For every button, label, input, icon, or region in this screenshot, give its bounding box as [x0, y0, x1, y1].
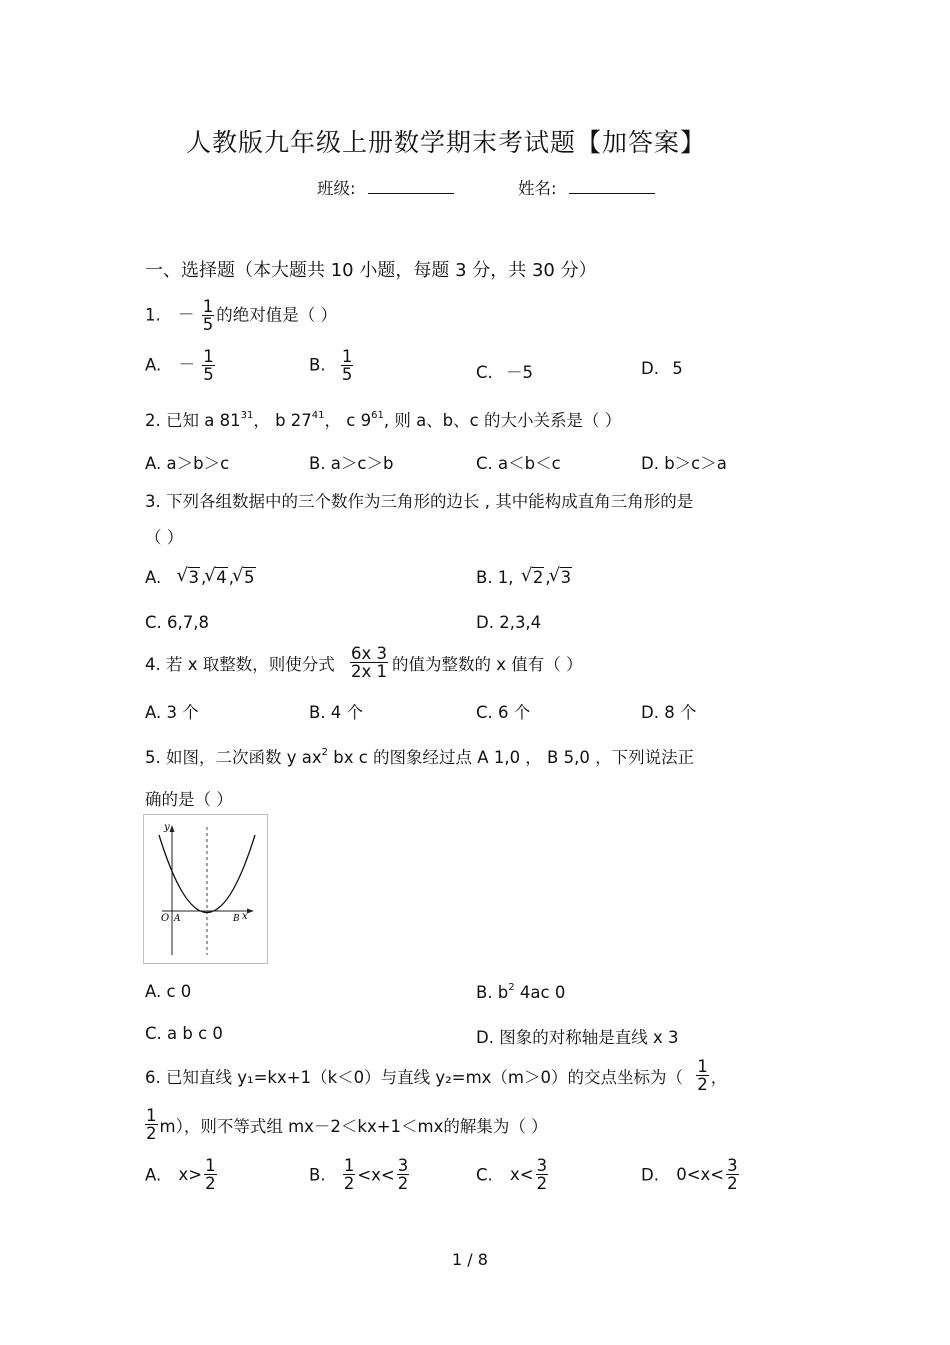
q6-option-d: D. 0<x< $\frac{3}{2}$ [641, 1156, 738, 1194]
q1-fraction: $\frac{1}{5}$ [202, 297, 214, 335]
q1-neg: － [178, 305, 195, 325]
question-3: 3. 下列各组数据中的三个数作为三角形的边长 , 其中能构成直角三角形的是 [145, 492, 694, 511]
section-heading: 一、选择题（本大题共 10 小题，每题 3 分，共 30 分） [145, 260, 597, 281]
fig-x-label: x [242, 911, 248, 922]
fig-y-label: y [164, 822, 170, 833]
class-label: 班级: [317, 179, 356, 198]
q4-option-b: B. 4 个 [309, 703, 364, 722]
q6-option-a: A. x> $\frac{1}{2}$ [145, 1156, 216, 1194]
class-field [317, 175, 454, 199]
q2-option-b: B. a＞c＞b [309, 454, 394, 473]
x-axis-arrow [247, 909, 254, 914]
q5-option-d: D. 图象的对称轴是直线 x 3 [476, 1028, 679, 1047]
q6-option-b: B. $\frac{1}{2}$ <x< $\frac{3}{2}$ [309, 1156, 409, 1194]
q4-option-d: D. 8 个 [641, 703, 697, 722]
q3-option-d: D. 2,3,4 [476, 613, 542, 632]
question-2: 2. 已知 a $81^{31}$， b $27^{41}$， c $9^{61}$, 则 a、b、c 的大小关系是（ ） [145, 410, 622, 430]
q4-option-a: A. 3 个 [145, 703, 199, 722]
name-blank [569, 178, 655, 194]
fig-point-b-label: B [233, 914, 240, 924]
q1-option-b: B. $\frac{1}{5}$ [309, 347, 353, 385]
q3-option-a: A. √ 3 ,√ 4 ,√ 5 [145, 568, 257, 587]
question-5: 5. 如图，二次函数 y $ax^2$ bx c 的图象经过点 A 1,0 ， B 5,0 ，下列说法正 [145, 747, 695, 767]
question-4: 4. 若 x 取整数，则使分式 $\frac{6x 3}{2x 1}$ 的值为整数的 x 值有（ ） [145, 644, 583, 682]
q3-paren: （ ） [145, 528, 184, 547]
parabola-graph [144, 815, 267, 963]
q1-text: 的绝对值是（ ） [216, 305, 337, 325]
y-axis-arrow [170, 825, 175, 832]
q2-option-a: A. a＞b＞c [145, 454, 230, 473]
page-number: 1 / 8 [452, 1250, 488, 1269]
name-field [518, 175, 655, 199]
class-blank [368, 178, 454, 194]
q5-option-a: A. c 0 [145, 982, 192, 1001]
fig-origin-label: O [161, 913, 170, 924]
q5-option-b: B. $b^2$ 4ac 0 [476, 982, 566, 1002]
parabola-figure [143, 814, 268, 964]
q5-option-c: C. a b c 0 [145, 1024, 223, 1043]
q3-option-b: B. 1, √ 2 ,√ 3 [476, 568, 573, 587]
q6-option-c: C. x< $\frac{3}{2}$ [476, 1156, 548, 1194]
q6-stem-line2: $\frac{1}{2}$ m），则不等式组 mx－2＜kx+1＜mx的解集为（ ） [146, 1106, 548, 1144]
q2-option-c: C. a＜b＜c [476, 454, 561, 473]
question-1 [145, 298, 337, 334]
q3-option-c: C. 6,7,8 [145, 613, 209, 632]
document-title: 人教版九年级上册数学期末考试题【加答案】 [186, 128, 707, 157]
q2-option-d: D. b＞c＞a [641, 454, 727, 473]
name-label: 姓名: [518, 179, 557, 198]
q1-option-a: A. － $\frac{1}{5}$ [145, 347, 214, 385]
question-6: 6. 已知直线 y₁=kx+1（k＜0）与直线 y₂=mx（m＞0）的交点坐标为（ $\frac{1}{2}$ ， [145, 1057, 728, 1095]
q1-number: 1. [145, 305, 161, 325]
q1-option-c: C. －5 [476, 363, 534, 382]
q5-stem-line2: 确的是（ ） [145, 790, 233, 809]
q4-option-c: C. 6 个 [476, 703, 531, 722]
q1-option-d: D. 5 [641, 359, 683, 378]
fig-point-a-label: A [174, 914, 181, 924]
